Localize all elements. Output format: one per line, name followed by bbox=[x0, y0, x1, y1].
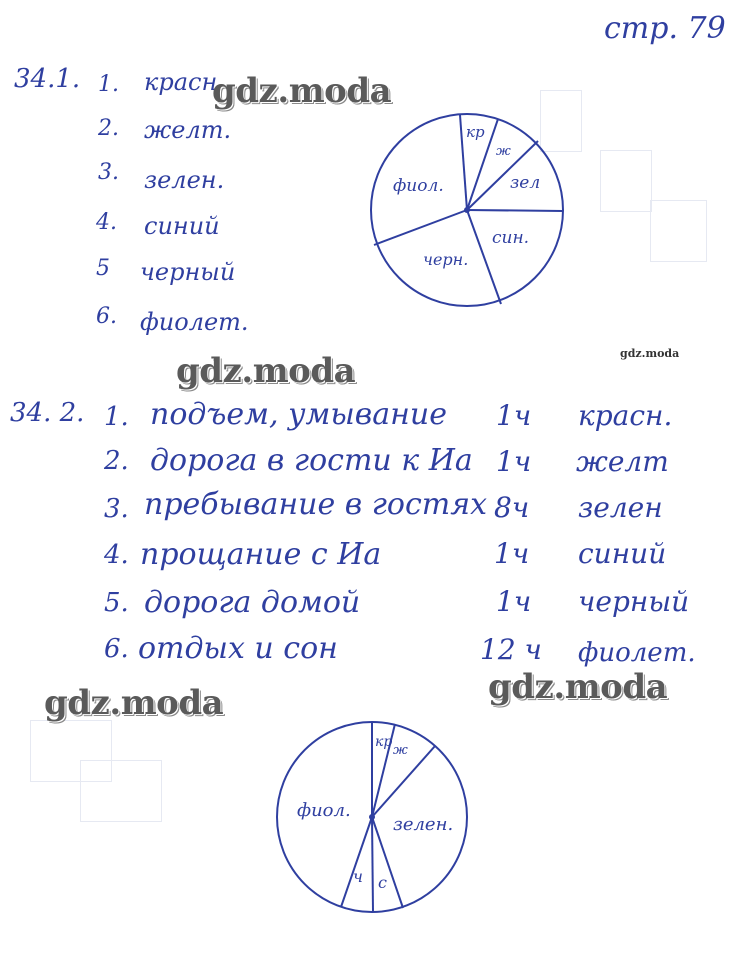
list-item-text: красн. bbox=[144, 68, 225, 96]
page-number: стр. 79 bbox=[604, 11, 726, 46]
pie-label: черн. bbox=[423, 250, 469, 269]
row-color: зелен bbox=[578, 491, 663, 524]
list-item-number: 3. bbox=[98, 160, 119, 185]
grid-fragment bbox=[80, 760, 162, 822]
row-activity: подъем, умывание bbox=[150, 397, 447, 432]
pie-label: ж bbox=[496, 144, 511, 159]
pie-label: син. bbox=[492, 228, 530, 248]
row-activity: дорога домой bbox=[144, 585, 361, 620]
row-hours: 1ч bbox=[496, 585, 532, 618]
list-item-number: 1. bbox=[98, 72, 119, 97]
list-item-text: синий bbox=[144, 212, 220, 240]
row-color: фиолет. bbox=[578, 638, 696, 668]
list-item-text: желт. bbox=[144, 116, 232, 144]
list-item-text: зелен. bbox=[144, 166, 225, 194]
row-activity: пребывание в гостях bbox=[144, 487, 487, 522]
pie-label: ч bbox=[353, 867, 363, 886]
watermark: gdz.moda bbox=[44, 683, 224, 723]
grid-fragment bbox=[600, 150, 652, 212]
pie-label: зелен. bbox=[393, 814, 454, 835]
row-color: синий bbox=[578, 537, 667, 570]
row-activity: отдых и сон bbox=[138, 631, 338, 666]
row-hours: 1ч bbox=[494, 537, 530, 570]
pie-label: фиол. bbox=[297, 800, 351, 821]
row-number: 5. bbox=[104, 588, 129, 618]
row-hours: 1ч bbox=[496, 399, 532, 432]
task2-number: 34. 2. bbox=[10, 398, 85, 428]
watermark: gdz.moda bbox=[488, 667, 668, 707]
row-number: 6. bbox=[104, 634, 129, 664]
row-activity: прощание с Иа bbox=[140, 537, 382, 572]
pie-label: кр bbox=[375, 734, 393, 750]
row-hours: 12 ч bbox=[480, 633, 542, 666]
watermark: gdz.moda bbox=[176, 351, 356, 391]
watermark: gdz.moda bbox=[212, 71, 392, 111]
row-number: 1. bbox=[104, 402, 129, 432]
row-activity: дорога в гости к Иа bbox=[150, 443, 473, 478]
pie-label: зел bbox=[510, 173, 541, 193]
list-item-number: 2. bbox=[98, 116, 119, 141]
list-item-text: черный bbox=[140, 258, 236, 286]
row-color: черный bbox=[578, 585, 690, 618]
pie-label: кр bbox=[466, 123, 485, 141]
list-item-number: 5 bbox=[96, 256, 110, 281]
row-number: 4. bbox=[104, 540, 129, 570]
watermark: gdz.moda bbox=[620, 347, 680, 360]
pie-label: с bbox=[378, 873, 387, 892]
grid-fragment bbox=[650, 200, 707, 262]
pie-label: фиол. bbox=[393, 176, 444, 196]
pie-label: ж bbox=[393, 743, 408, 758]
pie-chart-2 bbox=[275, 720, 475, 920]
list-item-number: 4. bbox=[96, 210, 117, 235]
row-number: 2. bbox=[104, 446, 129, 476]
task1-number: 34.1. bbox=[14, 64, 81, 94]
row-color: желт bbox=[576, 445, 669, 478]
list-item-number: 6. bbox=[96, 304, 117, 329]
list-item-text: фиолет. bbox=[140, 308, 249, 336]
row-number: 3. bbox=[104, 494, 129, 524]
row-hours: 1ч bbox=[496, 445, 532, 478]
row-hours: 8ч bbox=[494, 491, 530, 524]
row-color: красн. bbox=[578, 399, 673, 432]
pie-chart-1 bbox=[368, 115, 568, 315]
